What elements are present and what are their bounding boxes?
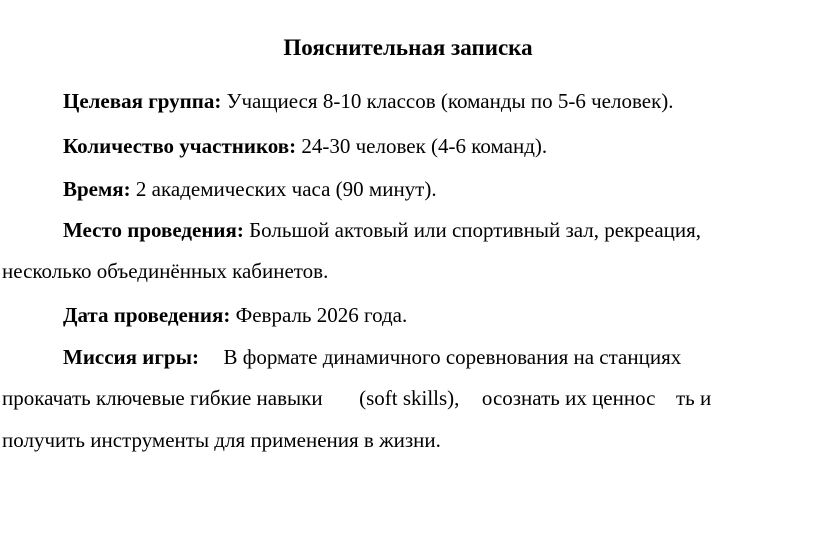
mission-text-line-2b: (soft skills), (359, 386, 460, 410)
mission-line-3 (2, 423, 441, 457)
participants-line (63, 129, 547, 163)
date-line (63, 298, 407, 332)
time-line (63, 172, 437, 206)
time-value: 2 академических часа (90 минут). (135, 177, 437, 201)
target-group-line (63, 84, 674, 118)
date-label: Дата проведения: (63, 303, 231, 327)
mission-text-line-2d: ть и (675, 386, 712, 410)
venue-value-line-2: несколько объединённых кабинетов. (2, 259, 329, 283)
time-label: Время: (63, 177, 131, 201)
document-title: Пояснительная записка (283, 35, 533, 60)
mission-text-line-2a: прокачать ключевые гибкие навыки (2, 386, 323, 410)
target-group-value: Учащиеся 8-10 классов (команды по 5-6 человек). (226, 89, 674, 113)
participants-label: Количество участников: (63, 134, 297, 158)
venue-label: Место проведения: (63, 218, 244, 242)
mission-text-line-2c: осознать их ценнос (481, 386, 656, 410)
mission-label: Миссия игры: (63, 345, 199, 369)
mission-line-1 (63, 340, 681, 374)
venue-value-line-1: Большой актовый или спортивный зал, рекреация, (249, 218, 702, 242)
mission-text-line-1: В формате динамичного соревнования на станциях (223, 345, 682, 369)
date-value: Февраль 2026 года. (235, 303, 408, 327)
mission-line-2 (2, 381, 711, 415)
venue-line-1 (63, 213, 701, 247)
venue-line-2 (2, 254, 328, 288)
mission-text-line-3: получить инструменты для применения в жизни. (2, 428, 441, 452)
target-group-label: Целевая группа: (63, 89, 222, 113)
participants-value: 24-30 человек (4-6 команд). (301, 134, 548, 158)
